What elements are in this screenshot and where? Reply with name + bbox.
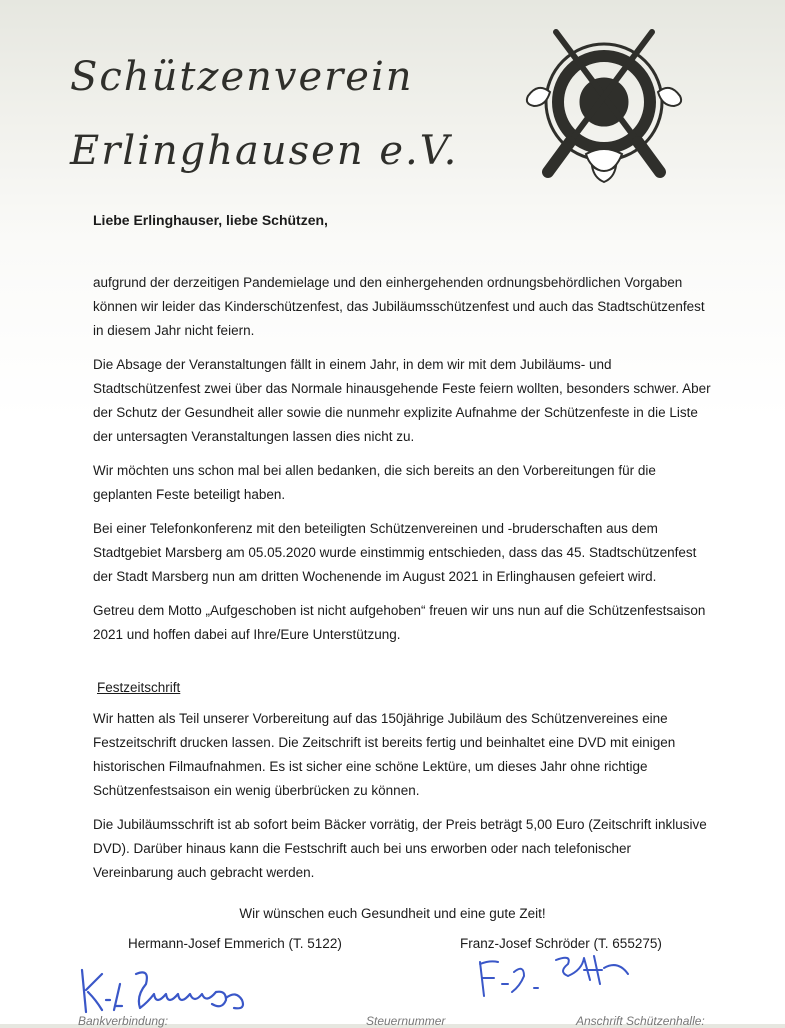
section-heading: Festzeitschrift (97, 680, 181, 695)
signature-left-icon (76, 960, 276, 1018)
paragraph: Wir möchten uns schon mal bei allen bedanken, die sich bereits an den Vorbereitungen für die geplanten Feste beteiligt haben. (93, 463, 656, 502)
footer-bank: Bankverbindung: (78, 1014, 169, 1028)
club-name-line1: Schützenverein (70, 54, 414, 100)
club-emblem-icon (518, 26, 690, 186)
section-body (93, 707, 713, 895)
footer-address: Anschrift Schützenhalle: (576, 1014, 705, 1028)
paragraph: Bei einer Telefonkonferenz mit den beteiligten Schützenvereinen und -bruderschaften aus dem Stadtgebiet Marsberg am 05.05.2020 wurde einstimmig entschieden, dass das 45. Stadtschützenfest der Stadt Marsberg nun am dritten Wochenende im August 2021 in Erlinghausen gefeiert wird. (93, 521, 697, 584)
club-name-line2: Erlinghausen e.V. (70, 128, 459, 174)
greeting: Liebe Erlinghauser, liebe Schützen, (93, 212, 328, 228)
footer-tax: Steuernummer (366, 1014, 446, 1028)
signer-right: Franz-Josef Schröder (T. 655275) (460, 936, 662, 951)
paragraph: aufgrund der derzeitigen Pandemielage und den einhergehenden ordnungsbehördlichen Vorgaben können wir leider das Kinderschützenfest, das Jubiläumsschützenfest und auch das Stadtschützenfest in diesem Jahr nicht feiern. (93, 275, 705, 338)
paragraph: Die Absage der Veranstaltungen fällt in einem Jahr, in dem wir mit dem Jubiläums- und Stadtschützenfest zwei über das Normale hinausgehende Feste feiern wollten, besonders schwer. Aber der Schutz der Gesundheit aller sowie die nunmehr explizite Aufnahme der Schützenfeste in die Liste der untersagten Veranstaltungen lassen dies nicht zu. (93, 357, 711, 444)
paragraph: Wir hatten als Teil unserer Vorbereitung auf das 150jährige Jubiläum des Schützenvereines eine Festzeitschrift drucken lassen. Die Zeitschrift ist bereits fertig und beinhaltet eine DVD mit einigen historischen Filmaufnahmen. Es ist sicher eine schöne Lektüre, um dieses Jahr ohne richtige Schützenfestsaison ein wenig überbrücken zu können. (93, 711, 676, 798)
signer-left: Hermann-Josef Emmerich (T. 5122) (128, 936, 342, 951)
paragraph: Die Jubiläumsschrift ist ab sofort beim Bäcker vorrätig, der Preis beträgt 5,00 Euro (Zeitschrift inklusive DVD). Darüber hinaus kann die Festschrift auch bei uns erworben oder nach telefonischer Vereinbarung auch gebracht werden. (93, 817, 707, 880)
closing-line: Wir wünschen euch Gesundheit und eine gute Zeit! (239, 906, 546, 921)
letter-body (93, 271, 713, 657)
signature-right-icon (472, 950, 642, 1000)
paragraph: Getreu dem Motto „Aufgeschoben ist nicht aufgehoben“ freuen wir uns nun auf die Schützenfestsaison 2021 und hoffen dabei auf Ihre/Eure Unterstützung. (93, 603, 706, 642)
